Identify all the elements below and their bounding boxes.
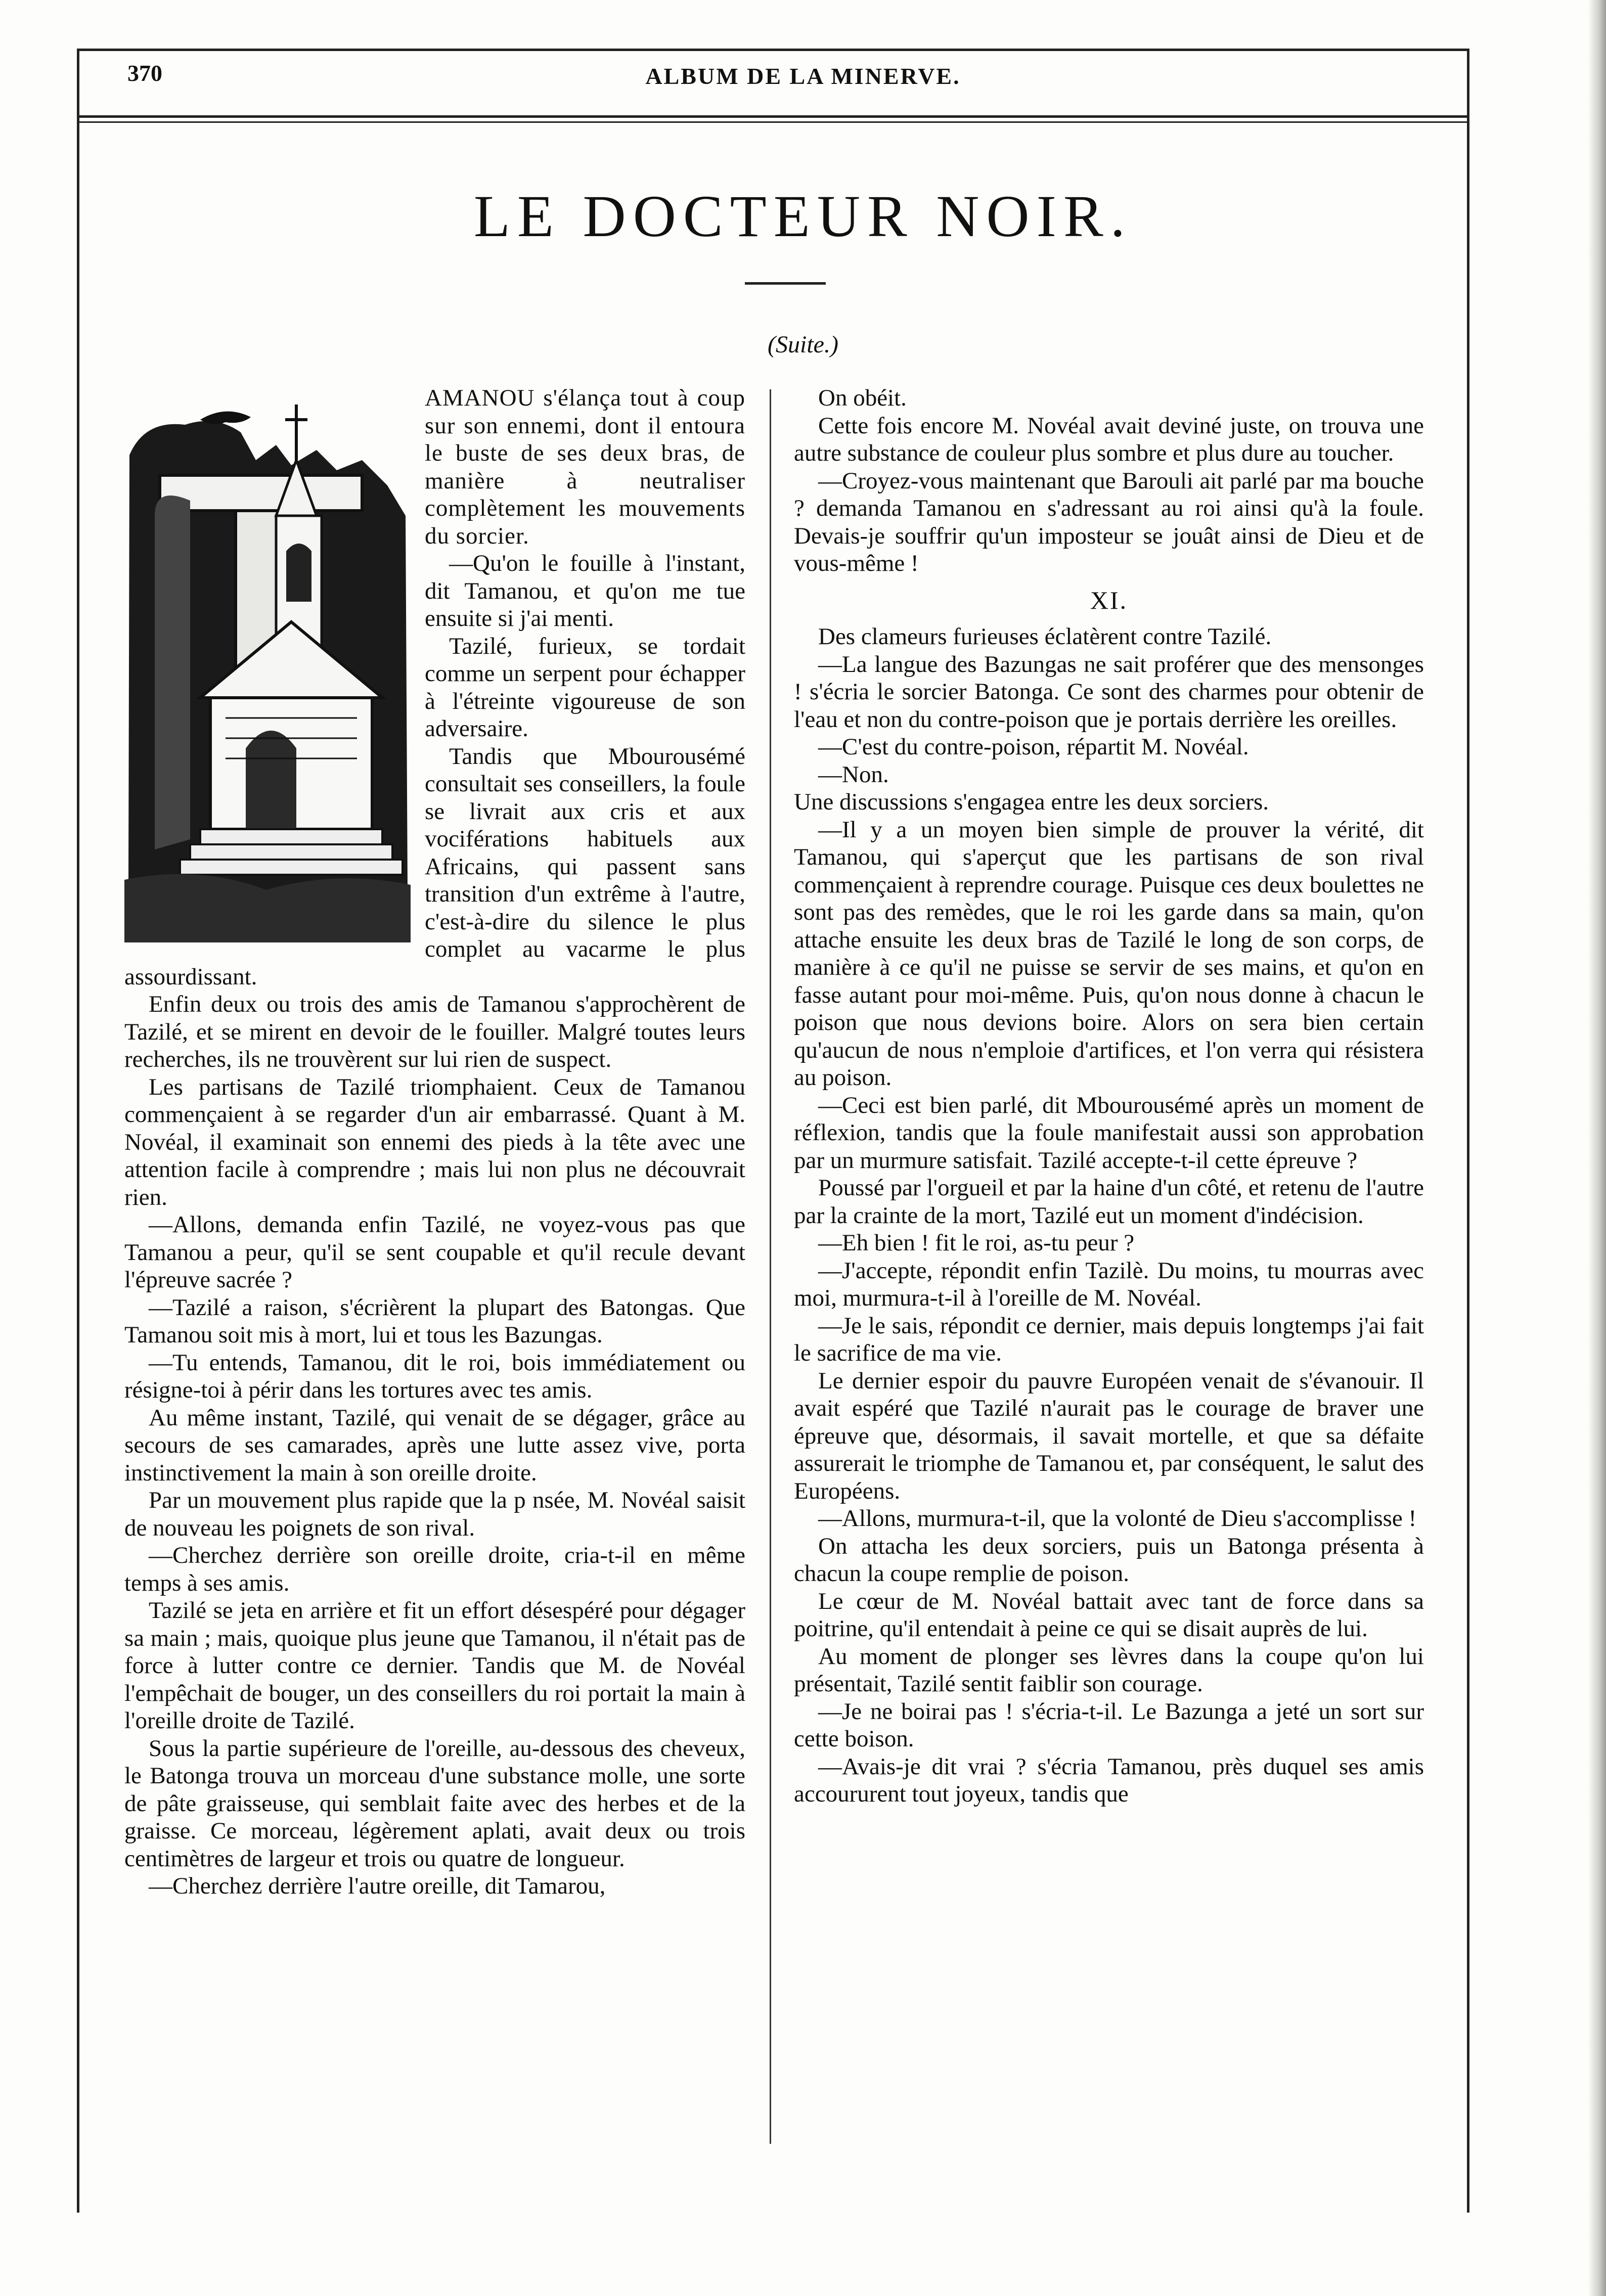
left-paragraph: Au même instant, Tazilé, qui venait de se dégager, grâce au secours de ses camarades, après une lutte assez vive, porta instinctivement la main à son oreille droite. (124, 1404, 745, 1486)
left-paragraph: —Tazilé a raison, s'écrièrent la plupart des Batongas. Que Tamanou soit mis à mort, lui et tous les Bazungas. (124, 1294, 745, 1348)
left-paragraph: Les partisans de Tazilé triomphaient. Ceux de Tamanou commençaient à se regarder d'un air embarrassé. Quant à M. Novéal, il examinait son ennemi des pieds à la tête avec une attention facile à comprendre ; mais lui non plus ne découvrait rien. (124, 1073, 745, 1210)
left-paragraph: —Cherchez derrière l'autre oreille, dit Tamarou, (149, 1873, 606, 1899)
right-paragraph: —Eh bien ! fit le roi, as-tu peur ? (818, 1230, 1135, 1256)
article-subtitle: (Suite.) (768, 331, 838, 358)
article-title: LE DOCTEUR NOIR. (473, 183, 1133, 249)
header-top-rule (77, 49, 1467, 51)
left-column (124, 384, 745, 2184)
left-paragraph: Par un mouvement plus rapide que la p nsée, M. Novéal saisit de nouveau les poignets de son rival. (124, 1487, 745, 1541)
right-paragraph: —Il y a un moyen bien simple de prouver la vérité, dit Tamanou, qui s'aperçut que les partisans de son rival commençaient à reprendre courage. Puisque ces deux boulettes ne sont pas des remèdes, que le roi les garde dans sa main, qu'on attache ensuite les deux bras de Tazilé le long de son corps, de manière à ce qu'il ne puisse se servir de ses mains, et qu'on en fasse autant pour moi-même. Puis, qu'on nous donne à chacun le poison que nous devions boire. Alors on sera bien certain qu'aucun de nous n'emploie d'artifices, et l'on verra qui résistera au poison. (794, 816, 1424, 1091)
right-paragraph: —C'est du contre-poison, répartit M. Novéal. (818, 734, 1249, 760)
chapel-engraving-icon (124, 384, 411, 942)
right-paragraph: —Non. (818, 761, 889, 788)
right-paragraph: On attacha les deux sorciers, puis un Batonga présenta à chacun la coupe remplie de poison. (794, 1533, 1424, 1587)
right-paragraph: —Je ne boirai pas ! s'écria-t-il. Le Bazunga a jeté un sort sur cette boison. (794, 1698, 1424, 1752)
left-paragraph: Tazilé se jeta en arrière et fit un effort désespéré pour dégager sa main ; mais, quoique plus jeune que Tamanou, il n'était pas de force à lutter contre ce dernier. Tandis que M. de Novéal l'empêchait de bouger, un des conseillers du roi portait la main à l'oreille droite de Tazilé. (124, 1597, 745, 1734)
left-paragraph: Enfin deux ou trois des amis de Tamanou s'approchèrent de Tazilé, et se mirent en devoir de le fouiller. Malgré toutes leurs recherches, ils ne trouvèrent sur lui rien de suspect. (124, 991, 745, 1072)
page-number: 370 (127, 60, 162, 86)
left-paragraph: —Tu entends, Tamanou, dit le roi, bois immédiatement ou résigne-toi à périr dans les tortures avec tes amis. (124, 1349, 745, 1403)
left-paragraph: Tandis que Mbourousémé consultait ses conseillers, la foule se livrait aux cris et aux vociférations habituels aux Africains, qui passent sans transition d'un extrême à l'autre, c'est-à-dire du silence le plus complet au vacarme le plus assourdissant. (124, 743, 745, 990)
right-paragraph: Cette fois encore M. Novéal avait deviné juste, on trouva une autre substance de couleur plus sombre et plus dure au toucher. (794, 412, 1424, 466)
running-head: ALBUM DE LA MINERVE. (645, 63, 961, 89)
right-paragraph: —J'accepte, répondit enfin Tazilè. Du moins, tu mourras avec moi, murmura-t-il à l'oreille de M. Novéal. (794, 1257, 1424, 1311)
right-paragraph: —Je le sais, répondit ce dernier, mais depuis longtemps j'ai fait le sacrifice de ma vie. (794, 1312, 1424, 1366)
header-double-rule (77, 121, 1467, 123)
right-column (794, 384, 1424, 2184)
right-paragraph: —Avais-je dit vrai ? s'écria Tamanou, près duquel ses amis accoururent tout joyeux, tandis que (794, 1753, 1424, 1807)
right-paragraph: Le dernier espoir du pauvre Européen venait de s'évanouir. Il avait espéré que Tazilé n'aurait pas le courage de braver une épreuve que, désormais, il savait mortelle, et que sa défaite assurerait le triomphe de Tamanou et, par conséquent, le salut des Européens. (794, 1367, 1424, 1504)
left-paragraph: Sous la partie supérieure de l'oreille, au-dessous des cheveux, le Batonga trouva un morceau d'une substance molle, une sorte de pâte graisseuse, qui semblait faite avec des herbes et de la graisse. Ce morceau, légèrement aplati, avait deux ou trois centimètres de largeur et trois ou quatre de longueur. (124, 1735, 745, 1872)
left-paragraph: AMANOU s'élança tout à coup sur son ennemi, dont il entoura le buste de ses deux bras, de manière à neutraliser complètement les mouvements du sorcier. (425, 385, 745, 549)
right-paragraph: Des clameurs furieuses éclatèrent contre Tazilé. (818, 623, 1272, 650)
title-rule (745, 282, 826, 285)
left-paragraph: Tazilé, furieux, se tordait comme un serpent pour échapper à l'étreinte vigoureuse de son adversaire. (425, 633, 745, 742)
right-paragraph: —Croyez-vous maintenant que Barouli ait parlé par ma bouche ? demanda Tamanou en s'adressant au roi ainsi qu'à la foule. Devais-je souffrir qu'un imposteur se jouât ainsi de Dieu et de vous-même ! (794, 467, 1424, 576)
right-paragraph: —Ceci est bien parlé, dit Mbourousémé après un moment de réflexion, tandis que la foule manifestait aussi son approbation par un murmure satisfait. Tazilé accepte-t-il cette épreuve ? (794, 1092, 1424, 1174)
left-paragraph: —Allons, demanda enfin Tazilé, ne voyez-vous pas que Tamanou a peur, qu'il se sent coupable et qu'il recule devant l'épreuve sacrée ? (124, 1211, 745, 1293)
section-heading: XI. (1090, 586, 1128, 614)
column-divider (770, 389, 771, 2144)
right-paragraph: Une discussions s'engagea entre les deux sorciers. (794, 789, 1269, 815)
right-paragraph: —La langue des Bazungas ne sait proférer que des mensonges ! s'écria le sorcier Batonga. Ce sont des charmes pour obtenir de l'eau et non du contre-poison que je portais derrière les oreilles. (794, 651, 1424, 733)
left-paragraph: —Cherchez derrière son oreille droite, cria-t-il en même temps à ses amis. (124, 1542, 745, 1596)
right-paragraph: Le cœur de M. Novéal battait avec tant de force dans sa poitrine, qu'il entendait à peine ce qui se disait auprès de lui. (794, 1588, 1424, 1642)
right-paragraph: Poussé par l'orgueil et par la haine d'un côté, et retenu de l'autre par la crainte de la mort, Tazilé eut un moment d'indécision. (794, 1175, 1424, 1229)
left-paragraph: —Qu'on le fouille à l'instant, dit Tamanou, et qu'on me tue ensuite si j'ai menti. (425, 550, 745, 632)
header-bottom-rule (77, 115, 1467, 118)
right-paragraph: Au moment de plonger ses lèvres dans la coupe qu'on lui présentait, Tazilé sentit faiblir son courage. (794, 1643, 1424, 1697)
right-paragraph: —Allons, murmura-t-il, que la volonté de Dieu s'accomplisse ! (818, 1505, 1417, 1532)
right-paragraph: On obéit. (818, 385, 907, 411)
